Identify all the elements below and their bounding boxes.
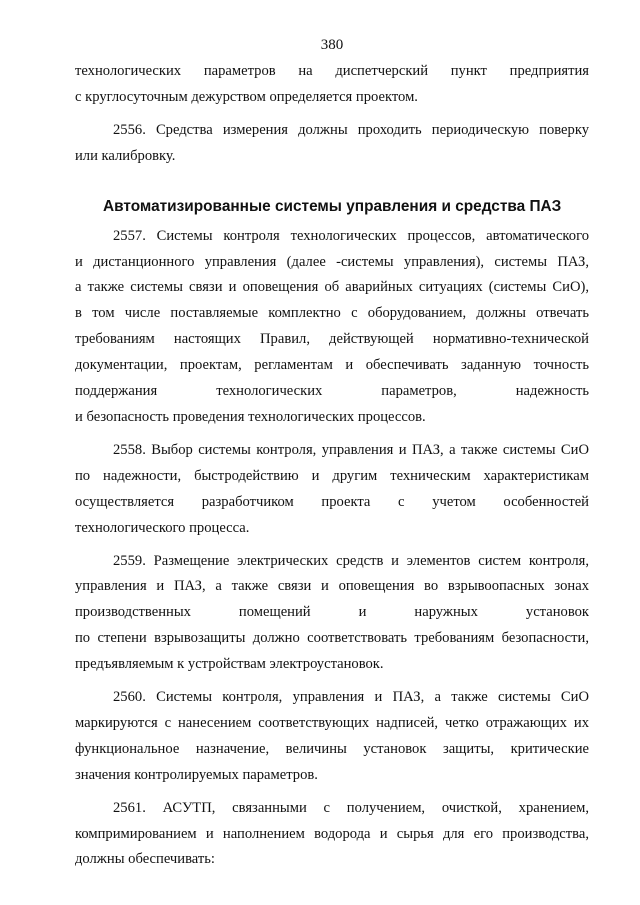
text-line: 2556. Средства измерения должны проходить периодическую поверку	[113, 121, 589, 138]
text-line: функциональное назначение, величины установок защиты, критические	[75, 740, 589, 757]
text-line: 2558. Выбор системы контроля, управления и ПАЗ, а также системы СиО	[113, 441, 589, 458]
text-line: 2559. Размещение электрических средств и элементов систем контроля,	[113, 552, 589, 569]
text-line: маркируются с нанесением соответствующих надписей, четко отражающих их	[75, 714, 589, 731]
text-line: по надежности, быстродействию и другим техническим характеристикам	[75, 467, 589, 484]
paragraph-2556	[75, 118, 589, 170]
text-line: управления и ПАЗ, а также связи и оповещения во взрывоопасных зонах	[75, 578, 589, 595]
page-number: 380	[320, 37, 344, 53]
text-line: 2561. АСУТП, связанными с получением, очисткой, хранением,	[113, 799, 589, 816]
page-body	[75, 59, 589, 873]
text-line: поддержания технологических параметров, надежность	[75, 383, 589, 400]
paragraph-2561	[75, 796, 589, 874]
paragraph-2559	[75, 549, 589, 679]
text-line: а также системы связи и оповещения об аварийных ситуациях (системы СиО),	[75, 279, 589, 296]
text-line: осуществляется разработчиком проекта с учетом особенностей	[75, 493, 589, 510]
text-line: значения контролируемых параметров.	[75, 766, 318, 783]
text-line: технологических параметров на диспетчерский пункт предприятия	[75, 63, 589, 79]
text-line: по степени взрывозащиты должно соответствовать требованиям безопасности,	[75, 630, 589, 647]
paragraph-intro	[75, 59, 589, 111]
text-line: производственных помещений и наружных установок	[75, 604, 589, 621]
text-line: компримированием и наполнением водорода и сырья для его производства,	[75, 825, 589, 842]
paragraph-2557	[75, 224, 589, 431]
text-line: требованиям настоящих Правил, действующей нормативно-технической	[75, 331, 589, 348]
text-line: с круглосуточным дежурством определяется проектом.	[75, 88, 418, 105]
text-line: документации, проектам, регламентам и обеспечивать заданную точность	[75, 357, 589, 374]
text-line: 2557. Системы контроля технологических процессов, автоматического	[113, 227, 589, 244]
paragraph-2560	[75, 685, 589, 789]
text-line: или калибровку.	[75, 147, 176, 164]
section-heading: Автоматизированные системы управления и средства ПАЗ	[103, 197, 562, 215]
text-line: должны обеспечивать:	[75, 851, 215, 868]
text-line: и дистанционного управления (далее -системы управления), системы ПАЗ,	[75, 253, 589, 270]
text-line: и безопасность проведения технологических процессов.	[75, 408, 426, 425]
text-line: технологического процесса.	[75, 519, 250, 536]
text-line: предъявляемым к устройствам электроустановок.	[75, 656, 384, 673]
text-line: в том числе поставляемые комплектно с оборудованием, должны отвечать	[75, 305, 589, 322]
paragraph-2558	[75, 438, 589, 542]
text-line: 2560. Системы контроля, управления и ПАЗ, а также системы СиО	[113, 689, 589, 706]
